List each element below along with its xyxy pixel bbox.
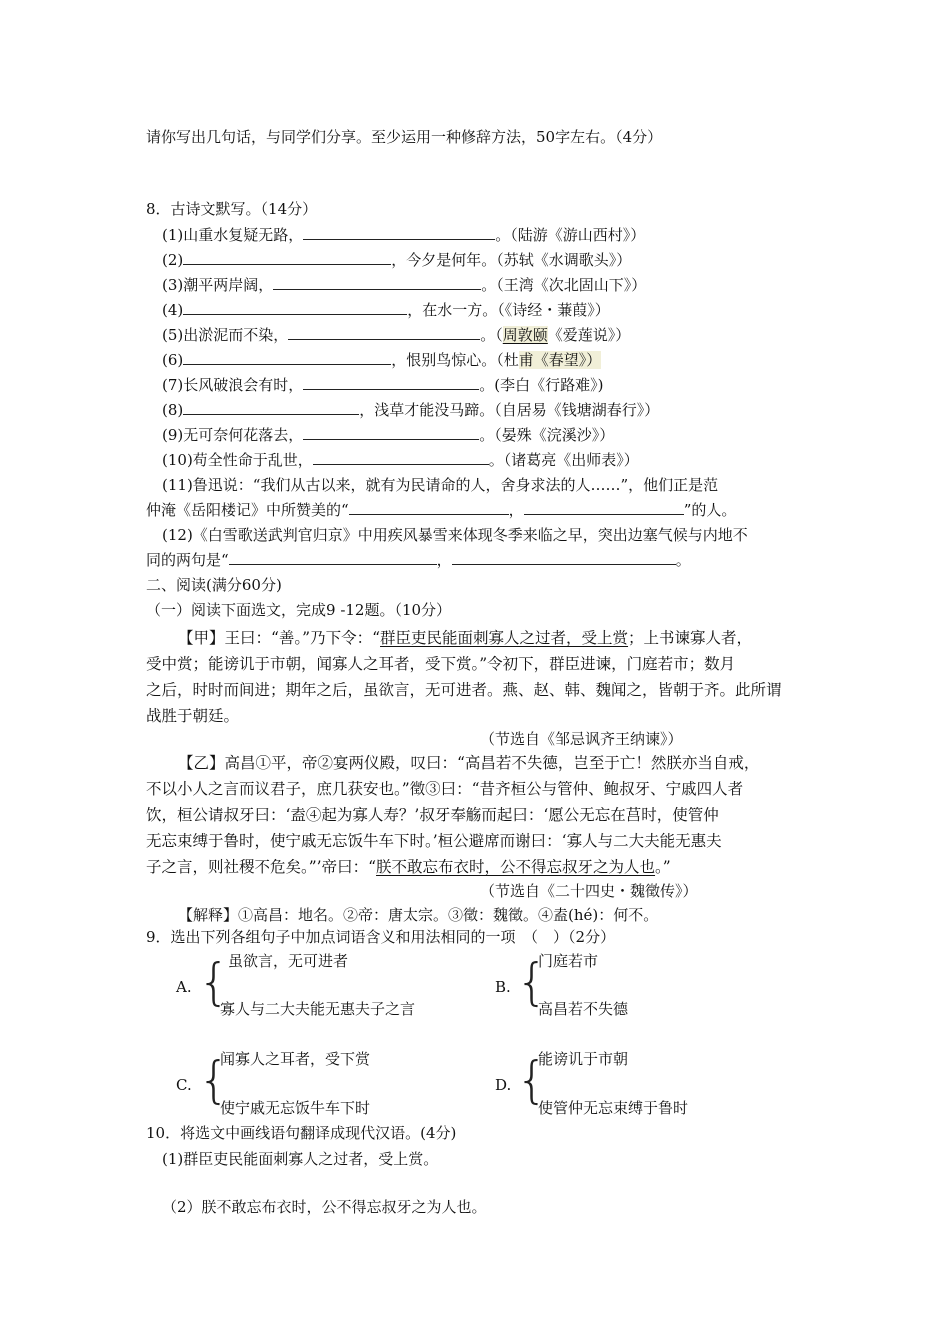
q8-item-1: (1)山重水复疑无路， 。（陆游《游山西村》） bbox=[162, 226, 646, 244]
answer-blank[interactable] bbox=[349, 500, 509, 515]
q8-item-6: (6) ，恨别鸟惊心。（杜甫《春望》） bbox=[162, 351, 602, 369]
jia-line-4: 战胜于朝廷。 bbox=[146, 707, 240, 725]
answer-blank[interactable] bbox=[183, 300, 407, 315]
q9-option-b-label[interactable]: B. bbox=[495, 978, 511, 996]
author-highlight: 甫《春望》） bbox=[518, 351, 602, 369]
yi-line-4: 无忘束缚于鲁时，使宁戚无忘饭牛车下时。’桓公避席而谢曰：‘寡人与二大夫能无惠夫 bbox=[146, 832, 722, 850]
q8-item-10: (10)苟全性命于乱世， 。（诸葛亮《出师表》） bbox=[162, 451, 639, 469]
brace-icon: { bbox=[516, 1051, 548, 1109]
q8-item-8: (8) ，浅草才能没马蹄。（自居易《钱塘湖春行》） bbox=[162, 401, 660, 419]
q9-option-a-label[interactable]: A. bbox=[176, 978, 192, 996]
answer-blank[interactable] bbox=[303, 375, 479, 390]
yi-line-1: 【乙】高昌①平，帝②宴两仪殿，叹曰：“高昌若不失德，岂至于亡！然朕亦当自戒， bbox=[178, 754, 760, 772]
jia-line-2: 受中赏；能谤讥于市朝，闻寡人之耳者，受下赏。”令初下，群臣进谏，门庭若市；数月 bbox=[146, 655, 736, 673]
q8-title: 8．古诗文默写。（14分） bbox=[146, 200, 318, 218]
q10-title: 10．将选文中画线语句翻译成现代汉语。(4分) bbox=[146, 1124, 457, 1142]
intro-text: 请你写出几句话，与同学们分享。至少运用一种修辞方法，50字左右。（4分） bbox=[146, 128, 663, 146]
q9-option-a-sentence-1: 虽欲言，无可进者 bbox=[228, 952, 349, 970]
answer-blank[interactable] bbox=[229, 550, 437, 565]
yi-line-5: 子之言，则社稷不危矣。”’帝曰：“朕不敢忘布衣时，公不得忘叔牙之为人也。” bbox=[146, 858, 671, 876]
q9-title: 9．选出下列各组句子中加点词语含义和用法相同的一项 （ ）（2分） bbox=[146, 928, 616, 946]
annotation-note: 【解释】①高昌：地名。②帝：唐太宗。③徵：魏徵。④盍(hé)：何不。 bbox=[178, 906, 659, 924]
q10-sentence-1: (1)群臣吏民能面刺寡人之过者，受上赏。 bbox=[162, 1150, 439, 1168]
q8-item-11-line1: (11)鲁迅说：“我们从古以来，就有为民请命的人，舍身求法的人……”，他们正是范 bbox=[162, 476, 719, 494]
underlined-sentence: 朕不敢忘布衣时，公不得忘叔牙之为人也 bbox=[376, 858, 656, 876]
part-one-heading: （一）阅读下面选文，完成9 -12题。（10分） bbox=[146, 601, 452, 619]
brace-icon: { bbox=[198, 1051, 230, 1109]
answer-blank[interactable] bbox=[452, 550, 676, 565]
q9-option-b-sentence-2: 高昌若不失德 bbox=[538, 1000, 629, 1018]
q8-item-3: (3)潮平两岸阔， 。（王湾《次北固山下》） bbox=[162, 276, 647, 294]
q9-option-b-sentence-1: 门庭若市 bbox=[538, 952, 599, 970]
jia-line-3: 之后，时时而间进；期年之后，虽欲言，无可进者。燕、赵、韩、魏闻之，皆朝于齐。此所谓 bbox=[146, 681, 782, 699]
q8-item-7: (7)长风破浪会有时， 。(李白《行路难》) bbox=[162, 376, 604, 394]
q10-sentence-2: （2）朕不敢忘布衣时，公不得忘叔牙之为人也。 bbox=[162, 1198, 487, 1216]
q9-option-d-sentence-2: 使管仲无忘束缚于鲁时 bbox=[538, 1099, 689, 1117]
answer-blank[interactable] bbox=[183, 250, 391, 265]
q8-item-11-line2: 仲淹《岳阳楼记》中所赞美的“ ， ”的人。 bbox=[146, 501, 737, 519]
q9-option-c-label[interactable]: C. bbox=[176, 1076, 192, 1094]
answer-blank[interactable] bbox=[288, 325, 480, 340]
yi-line-2: 不以小人之言而议君子，庶几获安也。”徵③曰：“昔齐桓公与管仲、鲍叔牙、宁戚四人者 bbox=[146, 780, 744, 798]
jia-line-1: 【甲】王曰：“善。”乃下令：“群臣吏民能面刺寡人之过者，受上赏；上书谏寡人者， bbox=[178, 629, 753, 647]
answer-blank[interactable] bbox=[183, 400, 359, 415]
q9-option-d-sentence-1: 能谤讥于市朝 bbox=[538, 1050, 629, 1068]
answer-blank[interactable] bbox=[313, 450, 489, 465]
q8-item-9: (9)无可奈何花落去， 。（晏殊《浣溪沙》） bbox=[162, 426, 615, 444]
section-reading-heading: 二、阅读(满分60分) bbox=[146, 576, 282, 594]
q8-item-5: (5)出淤泥而不染， 。（周敦颐《爱莲说》） bbox=[162, 326, 631, 344]
yi-line-3: 饮，桓公请叔牙曰：‘盍④起为寡人寿？’叔牙奉觞而起曰：‘愿公无忘在莒时，使管仲 bbox=[146, 806, 719, 824]
jia-source: （节选自《邹忌讽齐王纳谏》） bbox=[480, 730, 683, 748]
yi-source: （节选自《二十四史・魏徵传》） bbox=[480, 882, 698, 900]
q9-option-a-sentence-2: 寡人与二大夫能无惠夫子之言 bbox=[220, 1000, 416, 1018]
q9-option-c-sentence-1: 闻寡人之耳者，受下赏 bbox=[220, 1050, 371, 1068]
answer-blank[interactable] bbox=[273, 275, 481, 290]
answer-blank[interactable] bbox=[183, 350, 391, 365]
answer-blank[interactable] bbox=[303, 425, 479, 440]
q9-option-c-sentence-2: 使宁戚无忘饭牛车下时 bbox=[220, 1099, 371, 1117]
q8-item-4: (4) ，在水一方。（《诗经・蒹葭》） bbox=[162, 301, 610, 319]
q9-option-d-label[interactable]: D. bbox=[495, 1076, 512, 1094]
q8-item-12-line1: (12)《白雪歌送武判官归京》中用疾风暴雪来体现冬季来临之早，突出边塞气候与内地不 bbox=[162, 526, 748, 544]
author-highlight: 周敦颐 bbox=[502, 326, 548, 344]
underlined-sentence: 群臣吏民能面刺寡人之过者，受上赏 bbox=[380, 629, 629, 647]
answer-blank[interactable] bbox=[524, 500, 684, 515]
q8-item-12-line2: 同的两句是“ ， 。 bbox=[146, 551, 691, 569]
q8-item-2: (2) ，今夕是何年。（苏轼《水调歌头》） bbox=[162, 251, 632, 269]
answer-blank[interactable] bbox=[303, 225, 495, 240]
brace-icon: { bbox=[516, 953, 548, 1011]
brace-icon: { bbox=[198, 953, 230, 1011]
